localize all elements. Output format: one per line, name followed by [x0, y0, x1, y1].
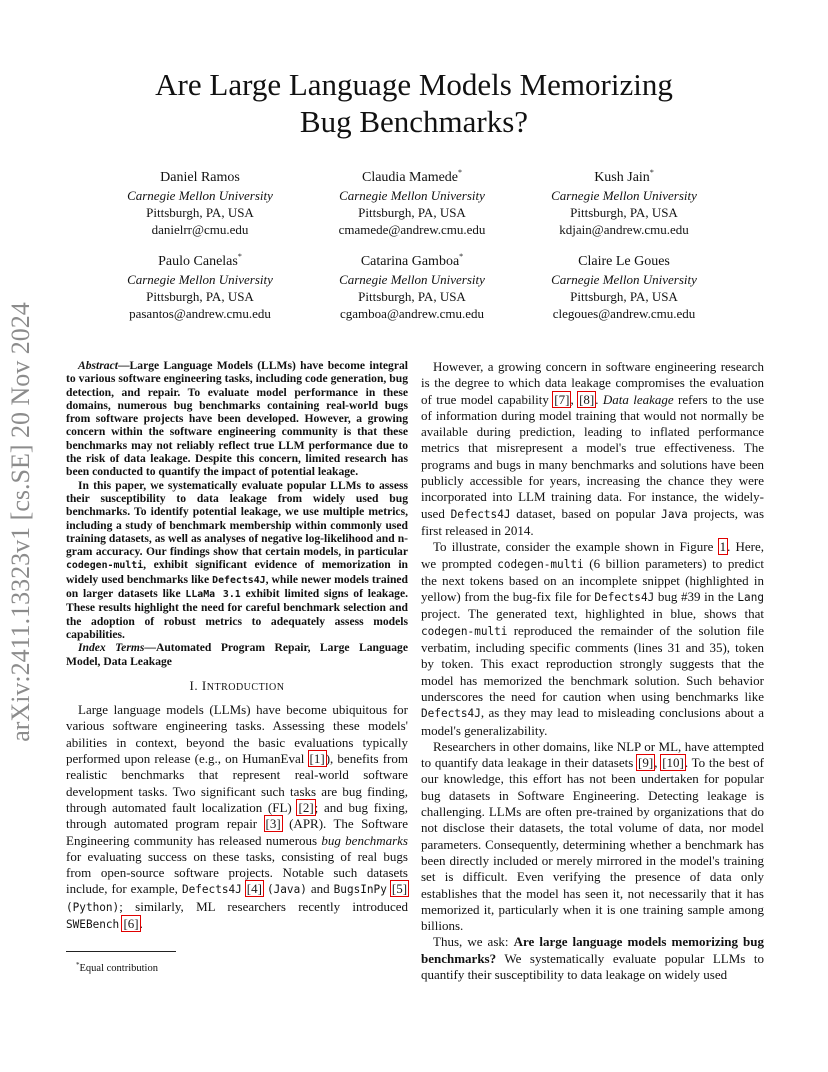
abstract: [66, 359, 408, 668]
title-line-2: Bug Benchmarks?: [299, 104, 529, 139]
author-location: Pittsburgh, PA, USA: [570, 205, 678, 220]
author-email: cgamboa@andrew.cmu.edu: [340, 306, 484, 321]
author-affiliation: Carnegie Mellon University: [339, 272, 485, 287]
citation-link[interactable]: [2]: [298, 799, 314, 815]
citation-link[interactable]: [5]: [391, 881, 408, 897]
citation-link[interactable]: [8]: [579, 391, 595, 407]
code-term: SWEBench: [66, 917, 120, 931]
abstract-paragraph: Abstract—Large Language Models (LLMs) have become integral to various software engineering tasks, including code generation, bug detection, and repair. To evaluate model performance in these domains, numerous bug benchmarks containing real-world bugs from software projects have been developed. However, a growing concern within the software engineering community is that these benchmarks may not reliably reflect true LLM performance due to the risk of data leakage. Despite this concern, limited research has been conducted to quantify the impact of potential leakage.: [66, 359, 408, 479]
abstract-paragraph: In this paper, we systematically evaluate popular LLMs to assess their susceptibility to data leakage from widely used bug benchmarks. To identify potential leakage, we use multiple metrics, including a study of benchmark membership within commonly used training datasets, as well as analyses of negative log-likelihood and n-gram accuracy. Our findings show that certain models, in particular codegen-multi, exhibit significant evidence of memorization in widely used benchmarks like Defects4J, while newer models trained on larger datasets like LLaMa 3.1 exhibit limited signs of leakage. These results highlight the need for careful benchmark selection and the adoption of robust metrics to adequately assess models capabilities.: [66, 478, 408, 641]
paper-title: [60, 66, 768, 140]
code-term: LLaMa 3.1: [185, 589, 241, 601]
author-location: Pittsburgh, PA, USA: [358, 205, 466, 220]
author-mark: *: [459, 252, 464, 261]
right-column: [421, 359, 764, 983]
citation-link[interactable]: [6]: [123, 915, 139, 931]
code-term: Defects4J: [212, 574, 266, 586]
citation-link[interactable]: [4]: [246, 881, 262, 897]
code-term: codegen-multi: [421, 624, 508, 638]
body-paragraph: Researchers in other domains, like NLP or ML, have attempted to quantify data leakage in their datasets [9], [10]. To the best of our knowledge, this effort has not been undertaken for popular bug datasets in Software Engineering. Detecting leakage is challenging. LLMs are often pre-trained by organizations that do not disclose their datasets, the total volume of data, nor model parameters. Consequently, determining whether a benchmark has been directly included or merely mirrored in the model's training set is difficult. Even verifying the presence of data only establishes that the model has seen it, not necessarily that it has memorized it, particularly when it is one training sample among billions.: [421, 738, 765, 934]
code-term: Defects4J: [450, 507, 511, 521]
author-affiliation: Carnegie Mellon University: [551, 272, 697, 287]
author-email: danielrr@cmu.edu: [151, 222, 249, 237]
index-terms: Index Terms—Automated Program Repair, Large Language Model, Data Leakage: [66, 641, 408, 668]
left-column: [66, 359, 408, 933]
citation-link[interactable]: [9]: [638, 755, 654, 771]
author-name: Claudia Mamede: [361, 170, 459, 185]
author-block: [297, 164, 527, 238]
arxiv-identifier: arXiv:2411.13323v1 [cs.SE] 20 Nov 2024: [6, 302, 35, 742]
code-term: Lang: [737, 591, 764, 605]
author-affiliation: Carnegie Mellon University: [339, 188, 485, 203]
code-term: codegen-multi: [66, 560, 144, 572]
author-name: Claire Le Goues: [578, 254, 670, 269]
research-question: Are large language models memorizing bug benchmarks?: [421, 934, 764, 966]
author-location: Pittsburgh, PA, USA: [146, 289, 254, 304]
code-term: Java: [661, 507, 688, 521]
code-term: (Python): [66, 900, 120, 914]
author-email: kdjain@andrew.cmu.edu: [559, 222, 689, 237]
intro-paragraph: Large language models (LLMs) have become ubiquitous for various software engineering tasks. Assessing these models' abilities in context, beyond the basic evaluations typically performed upon release (e.g., on HumanEval [1]), benefits from realistic benchmarks that represent real-world software development tasks. Two significant such tasks are bug finding, through automated fault localization (FL) [2]; and bug fixing, through automated program repair [3] (APR). The Software Engineering community has released numerous bug benchmarks for evaluating success on these tasks, consisting of real bugs from open-source software projects. Notable such datasets include, for example, Defects4J [4] (Java) and BugsInPy [5] (Python); similarly, ML researchers recently introduced SWEBench [6].: [66, 702, 408, 931]
citation-link[interactable]: [10]: [662, 755, 684, 771]
author-affiliation: Carnegie Mellon University: [127, 188, 273, 203]
citation-link[interactable]: [7]: [554, 391, 570, 407]
author-block: [85, 248, 315, 322]
code-term: Defects4J: [181, 883, 242, 897]
footnote: *Equal contribution: [76, 961, 158, 974]
author-affiliation: Carnegie Mellon University: [127, 272, 273, 287]
author-mark: *: [649, 168, 654, 177]
body-paragraph: To illustrate, consider the example shown in Figure 1. Here, we prompted codegen-multi (6 billion parameters) to predict the next tokens based on an incomplete snippet (highlighted in yellow) from the bug-fix file for Defects4J bug #39 in the Lang project. The generated text, highlighted in blue, shows that codegen-multi reproduced the remainder of the solution file verbatim, including specific comments (lines 31 and 35), token by token. This exact reproduction strongly suggests that the model has memorized the benchmark solution. Such behavior underscores the need for caution when using benchmarks like Defects4J, as they may lead to misleading conclusions about a model's generalizability.: [421, 539, 764, 738]
index-terms-label: Index Terms: [78, 641, 145, 655]
author-block: [509, 248, 739, 322]
code-term: Defects4J: [421, 707, 481, 721]
author-email: clegoues@andrew.cmu.edu: [552, 306, 696, 321]
author-affiliation: Carnegie Mellon University: [551, 188, 697, 203]
author-block: [509, 164, 739, 238]
author-mark: *: [458, 168, 463, 177]
author-name: Daniel Ramos: [160, 170, 240, 185]
title-line-1: Are Large Language Models Memorizing: [155, 67, 673, 102]
code-term: (Java): [266, 883, 307, 897]
footnote-rule: [66, 951, 176, 952]
author-block: [297, 248, 527, 322]
author-location: Pittsburgh, PA, USA: [146, 205, 254, 220]
author-mark: *: [237, 252, 242, 261]
author-block: [85, 164, 315, 238]
author-email: pasantos@andrew.cmu.edu: [129, 306, 271, 321]
author-location: Pittsburgh, PA, USA: [570, 289, 678, 304]
code-term: Defects4J: [594, 591, 655, 605]
citation-link[interactable]: [3]: [265, 816, 281, 832]
abstract-label: Abstract: [78, 359, 118, 372]
author-location: Pittsburgh, PA, USA: [358, 289, 466, 304]
author-email: cmamede@andrew.cmu.edu: [338, 222, 486, 237]
code-term: codegen-multi: [497, 557, 584, 571]
figure-link[interactable]: 1: [719, 539, 727, 555]
author-name: Paulo Canelas: [158, 254, 238, 269]
body-paragraph: Thus, we ask: Are large language models memorizing bug benchmarks? We systematically evaluate popular LLMs to quantify their susceptibility to data leakage on widely used: [421, 934, 764, 982]
code-term: BugsInPy: [333, 883, 387, 897]
author-name: Kush Jain: [594, 170, 650, 185]
body-paragraph: However, a growing concern in software engineering research is the degree to which data leakage compromises the evaluation of true model capability [7], [8]. Data leakage refers to the use of information during model training that would not normally be available during prediction, leading to inflated performance metrics that misrepresent a model's true effectiveness. The programs and bugs in many benchmarks and solutions have been publicly accessible for years, increasing the chance they were incorporated into LLM training data. For instance, the widely-used Defects4J dataset, based on popular Java projects, was first released in 2014.: [421, 359, 765, 538]
citation-link[interactable]: [1]: [309, 751, 325, 767]
section-heading: I. INTRODUCTION: [189, 677, 285, 693]
author-name: Catarina Gamboa: [360, 254, 460, 269]
